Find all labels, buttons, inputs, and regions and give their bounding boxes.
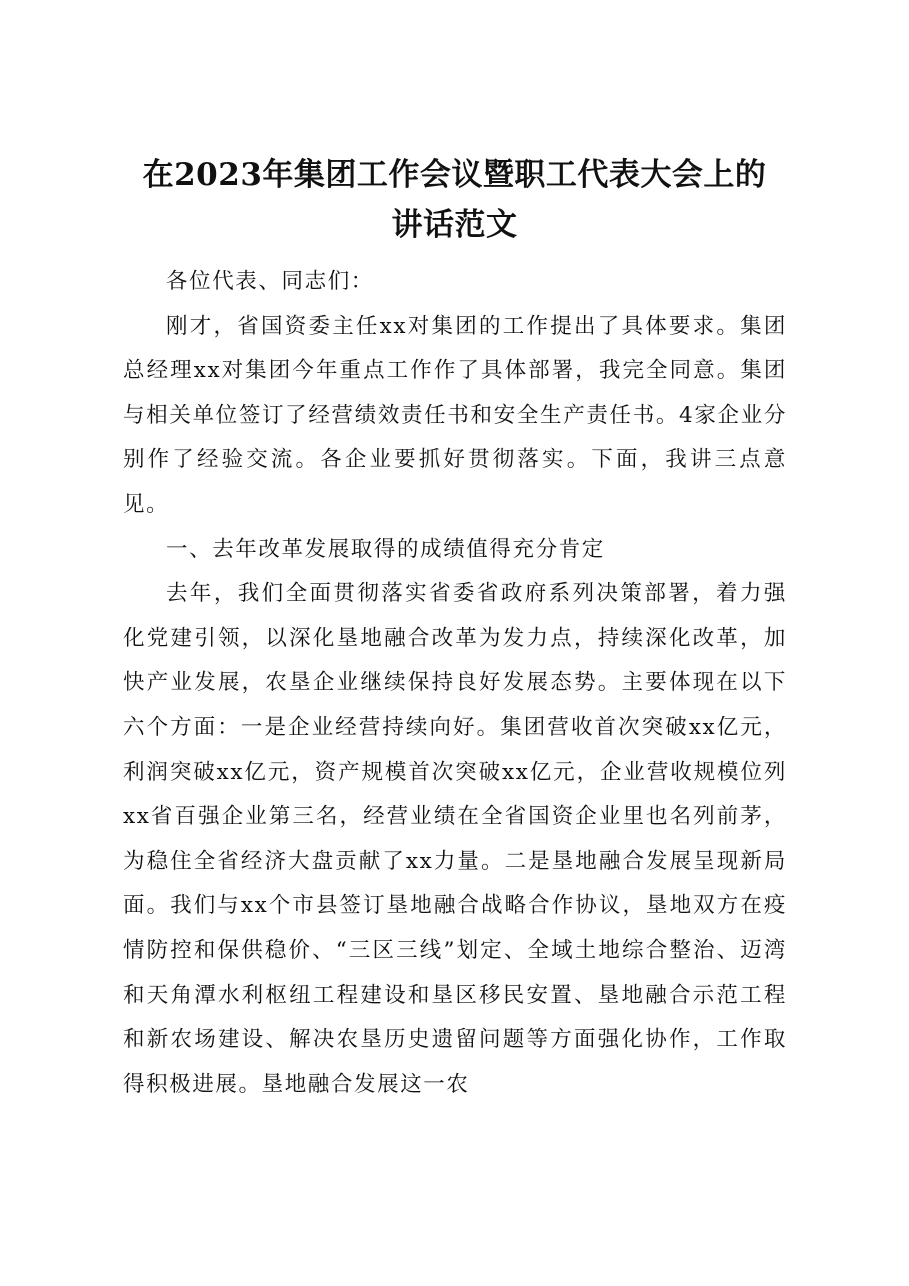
- section-heading: 一、去年改革发展取得的成绩值得充分肯定: [166, 536, 605, 562]
- body-paragraph: 去年，我们全面贯彻落实省委省政府系列决策部署，着力强化党建引领，以深化垦地融合改革为发力点，持续深化改革，加快产业发展，农垦企业继续保持良好发展态势。主要体现在以下六个方面：一是企业经营持续向好。集团营收首次突破xx亿元，利润突破xx亿元，资产规模首次突破xx亿元，企业营收规模位列xx省百强企业第三名，经营业绩在全省国资企业里也名列前茅，为稳住全省经济大盘贡献了xx力量。二是垦地融合发展呈现新局面。我们与xx个市县签订垦地融合战略合作协议，垦地双方在疫情防控和保供稳价、“三区三线”划定、全域土地综合整治、迈湾和天角潭水利枢纽工程建设和垦区移民安置、垦地融合示范工程和新农场建设、解决农垦历史遗留问题等方面强化协作，工作取得积极进展。垦地融合发展这一农: [123, 581, 787, 1097]
- title-line-2: 讲话范文: [391, 207, 518, 243]
- opening-paragraph: 刚才，省国资委主任xx对集团的工作提出了具体要求。集团总经理xx对集团今年重点工作作了具体部署，我完全同意。集团与相关单位签订了经营绩效责任书和安全生产责任书。4家企业分别作了经验交流。各企业要抓好贯彻落实。下面，我讲三点意见。: [123, 313, 787, 517]
- salutation-paragraph: 各位代表、同志们：: [166, 269, 374, 294]
- title-line-1: 在2023年集团工作会议暨职工代表大会上的: [142, 157, 767, 193]
- document-body: [123, 260, 787, 1107]
- document-title: [120, 150, 789, 250]
